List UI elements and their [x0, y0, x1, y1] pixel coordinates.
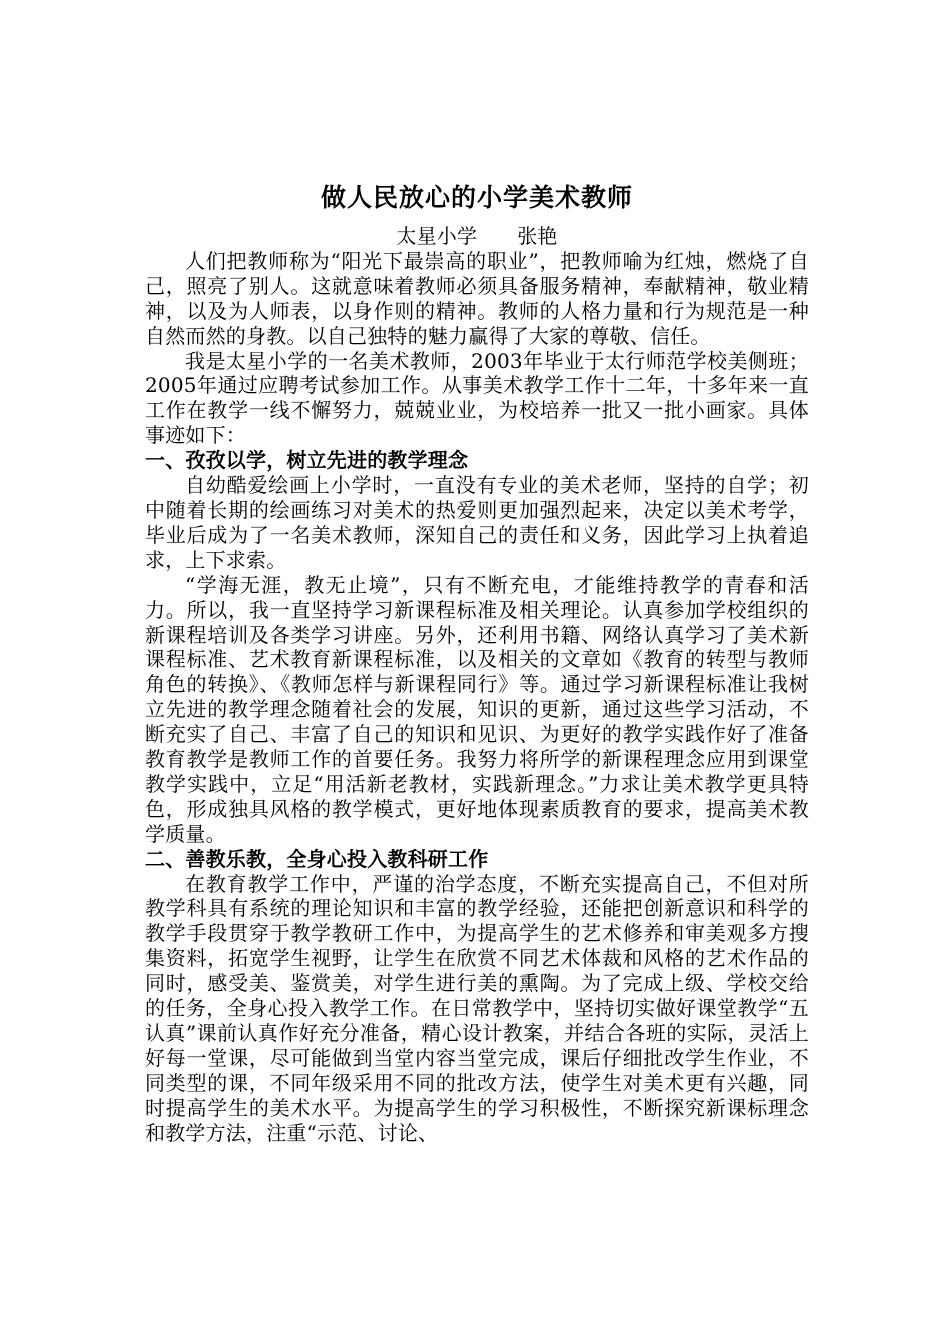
section-2-paragraph-1: 在教育教学工作中，严谨的治学态度，不断充实提高自己，不但对所教学科具有系统的理论知识和丰富的教学经验，还能把创新意识和科学的教学手段贯穿于教学教研工作中，为提高学生的艺术修养和审美观多方搜集资料，拓宽学生视野，让学生在欣赏不同艺术体裁和风格的艺术作品的同时，感受美、鉴赏美，对学生进行美的熏陶。为了完成上级、学校交给的任务，全身心投入教学工作。在日常教学中，坚持切实做好课堂教学“五认真”课前认真作好充分准备，精心设计教案，并结合各班的实际，灵活上好每一堂课，尽可能做到当堂内容当堂完成，课后仔细批改学生作业，不同类型的课，不同年级采用不同的批改方法，使学生对美术更有兴趣，同时提高学生的美术水平。为提高学生的学习积极性，不断探究新课标理念和教学方法，注重“示范、讨论、: [145, 871, 809, 1145]
document-body: [145, 178, 809, 1146]
school-name: 太星小学: [396, 224, 478, 248]
intro-paragraph-2: 我是太星小学的一名美术教师，2003年毕业于太行师范学校美侧班；2005年通过应聘考试参加工作。从事美术教学工作十二年，十多年来一直工作在教学一线不懈努力，兢兢业业，为校培养一批又一批小画家。具体事迹如下：: [145, 348, 809, 448]
section-1-heading: 一、孜孜以学，树立先进的教学理念: [145, 448, 469, 473]
author-name: 张艳: [517, 224, 558, 248]
document-title: 做人民放心的小学美术教师: [320, 183, 633, 212]
byline: [145, 224, 809, 249]
intro-paragraph-1: 人们把教师称为“阳光下最崇高的职业”，把教师喻为红烛，燃烧了自己，照亮了别人。这就意味着教师必须具备服务精神，奉献精神，敬业精神，以及为人师表，以身作则的精神。教师的人格力量和行为规范是一种自然而然的身教。以自己独特的魅力赢得了大家的尊敬、信任。: [145, 248, 809, 348]
section-1-paragraph-2: “学海无涯，教无止境”，只有不断充电，才能维持教学的青春和活力。所以，我一直坚持学习新课程标准及相关理论。认真参加学校组织的新课程培训及各类学习讲座。另外，还利用书籍、网络认真学习了美术新课程标准、艺术教育新课程标准，以及相关的文章如《教育的转型与教师角色的转换》、《教师怎样与新课程同行》等。通过学习新课程标准让我树立先进的教学理念随着社会的发展，知识的更新，通过这些学习活动，不断充实了自己、丰富了自己的知识和见识、为更好的教学实践作好了准备教育教学是教师工作的首要任务。我努力将所学的新课程理念应用到课堂教学实践中，立足“用活新老教材，实践新理念。”力求让美术教学更具特色，形成独具风格的教学模式，更好地体现素质教育的要求，提高美术教学质量。: [145, 572, 809, 846]
section-1-paragraph-1: 自幼酷爱绘画上小学时，一直没有专业的美术老师，坚持的自学；初中随着长期的绘画练习对美术的热爱则更加强烈起来，决定以美术考学，毕业后成为了一名美术教师，深知自己的责任和义务，因此学习上执着追求，上下求索。: [145, 473, 809, 572]
section-2-heading: 二、善教乐教，全身心投入教科研工作: [145, 846, 489, 871]
